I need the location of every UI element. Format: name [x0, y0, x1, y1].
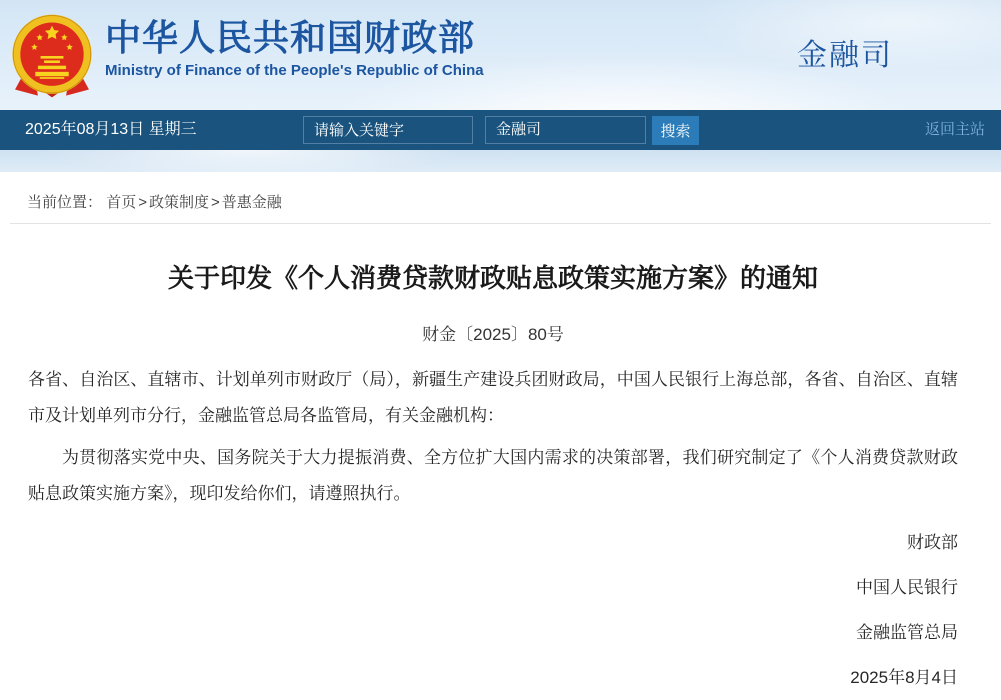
signature-date: 2025年8月4日 — [850, 668, 958, 687]
document-number: 财金〔2025〕80号 — [422, 325, 564, 344]
main-content — [0, 172, 1001, 687]
breadcrumb-separator: > — [210, 194, 220, 211]
return-home-link[interactable]: 返回主站 — [924, 121, 985, 138]
breadcrumb-item-inclusive-finance[interactable]: 普惠金融 — [221, 194, 282, 211]
signature-mof: 财政部 — [907, 533, 958, 552]
signature-pboc: 中国人民银行 — [856, 578, 958, 597]
signature-nfra: 金融监管总局 — [856, 623, 958, 642]
signature-block — [28, 520, 958, 700]
site-subtitle: Ministry of Finance of the People's Republic of China — [105, 62, 484, 79]
current-date: 2025年08月13日 星期三 — [25, 121, 197, 138]
department-name: 金融司 — [797, 39, 893, 72]
site-title-block — [105, 16, 484, 79]
sky-strip — [0, 150, 1001, 172]
article — [0, 262, 1001, 700]
search-scope-select[interactable]: 金融司 — [485, 116, 646, 144]
breadcrumb-separator: > — [138, 194, 147, 211]
breadcrumb — [0, 172, 1001, 223]
national-emblem-icon — [8, 12, 96, 100]
breadcrumb-item-home[interactable]: 首页 — [106, 194, 137, 211]
breadcrumb-label: 当前位置： — [27, 194, 103, 211]
site-header — [0, 0, 1001, 110]
article-paragraph: 为贯彻落实党中央、国务院关于大力提振消费、全方位扩大国内需求的决策部署，我们研究制定了《个人消费贷款财政贴息政策实施方案》，现印发给你们，请遵照执行。 — [28, 448, 958, 503]
article-paragraph: 各省、自治区、直辖市、计划单列市财政厅（局），新疆生产建设兵团财政局，中国人民银行上海总部，各省、自治区、直辖市及计划单列市分行，金融监管总局各监管局，有关金融机构： — [28, 370, 958, 425]
article-title: 关于印发《个人消费贷款财政贴息政策实施方案》的通知 — [167, 263, 818, 293]
site-title: 中华人民共和国财政部 — [105, 17, 476, 58]
search-input[interactable] — [303, 116, 473, 144]
breadcrumb-item-policy[interactable]: 政策制度 — [148, 194, 209, 211]
article-body — [28, 362, 958, 512]
search-button[interactable]: 搜索 — [652, 116, 699, 145]
top-navbar — [0, 110, 1001, 150]
breadcrumb-divider — [10, 223, 991, 224]
